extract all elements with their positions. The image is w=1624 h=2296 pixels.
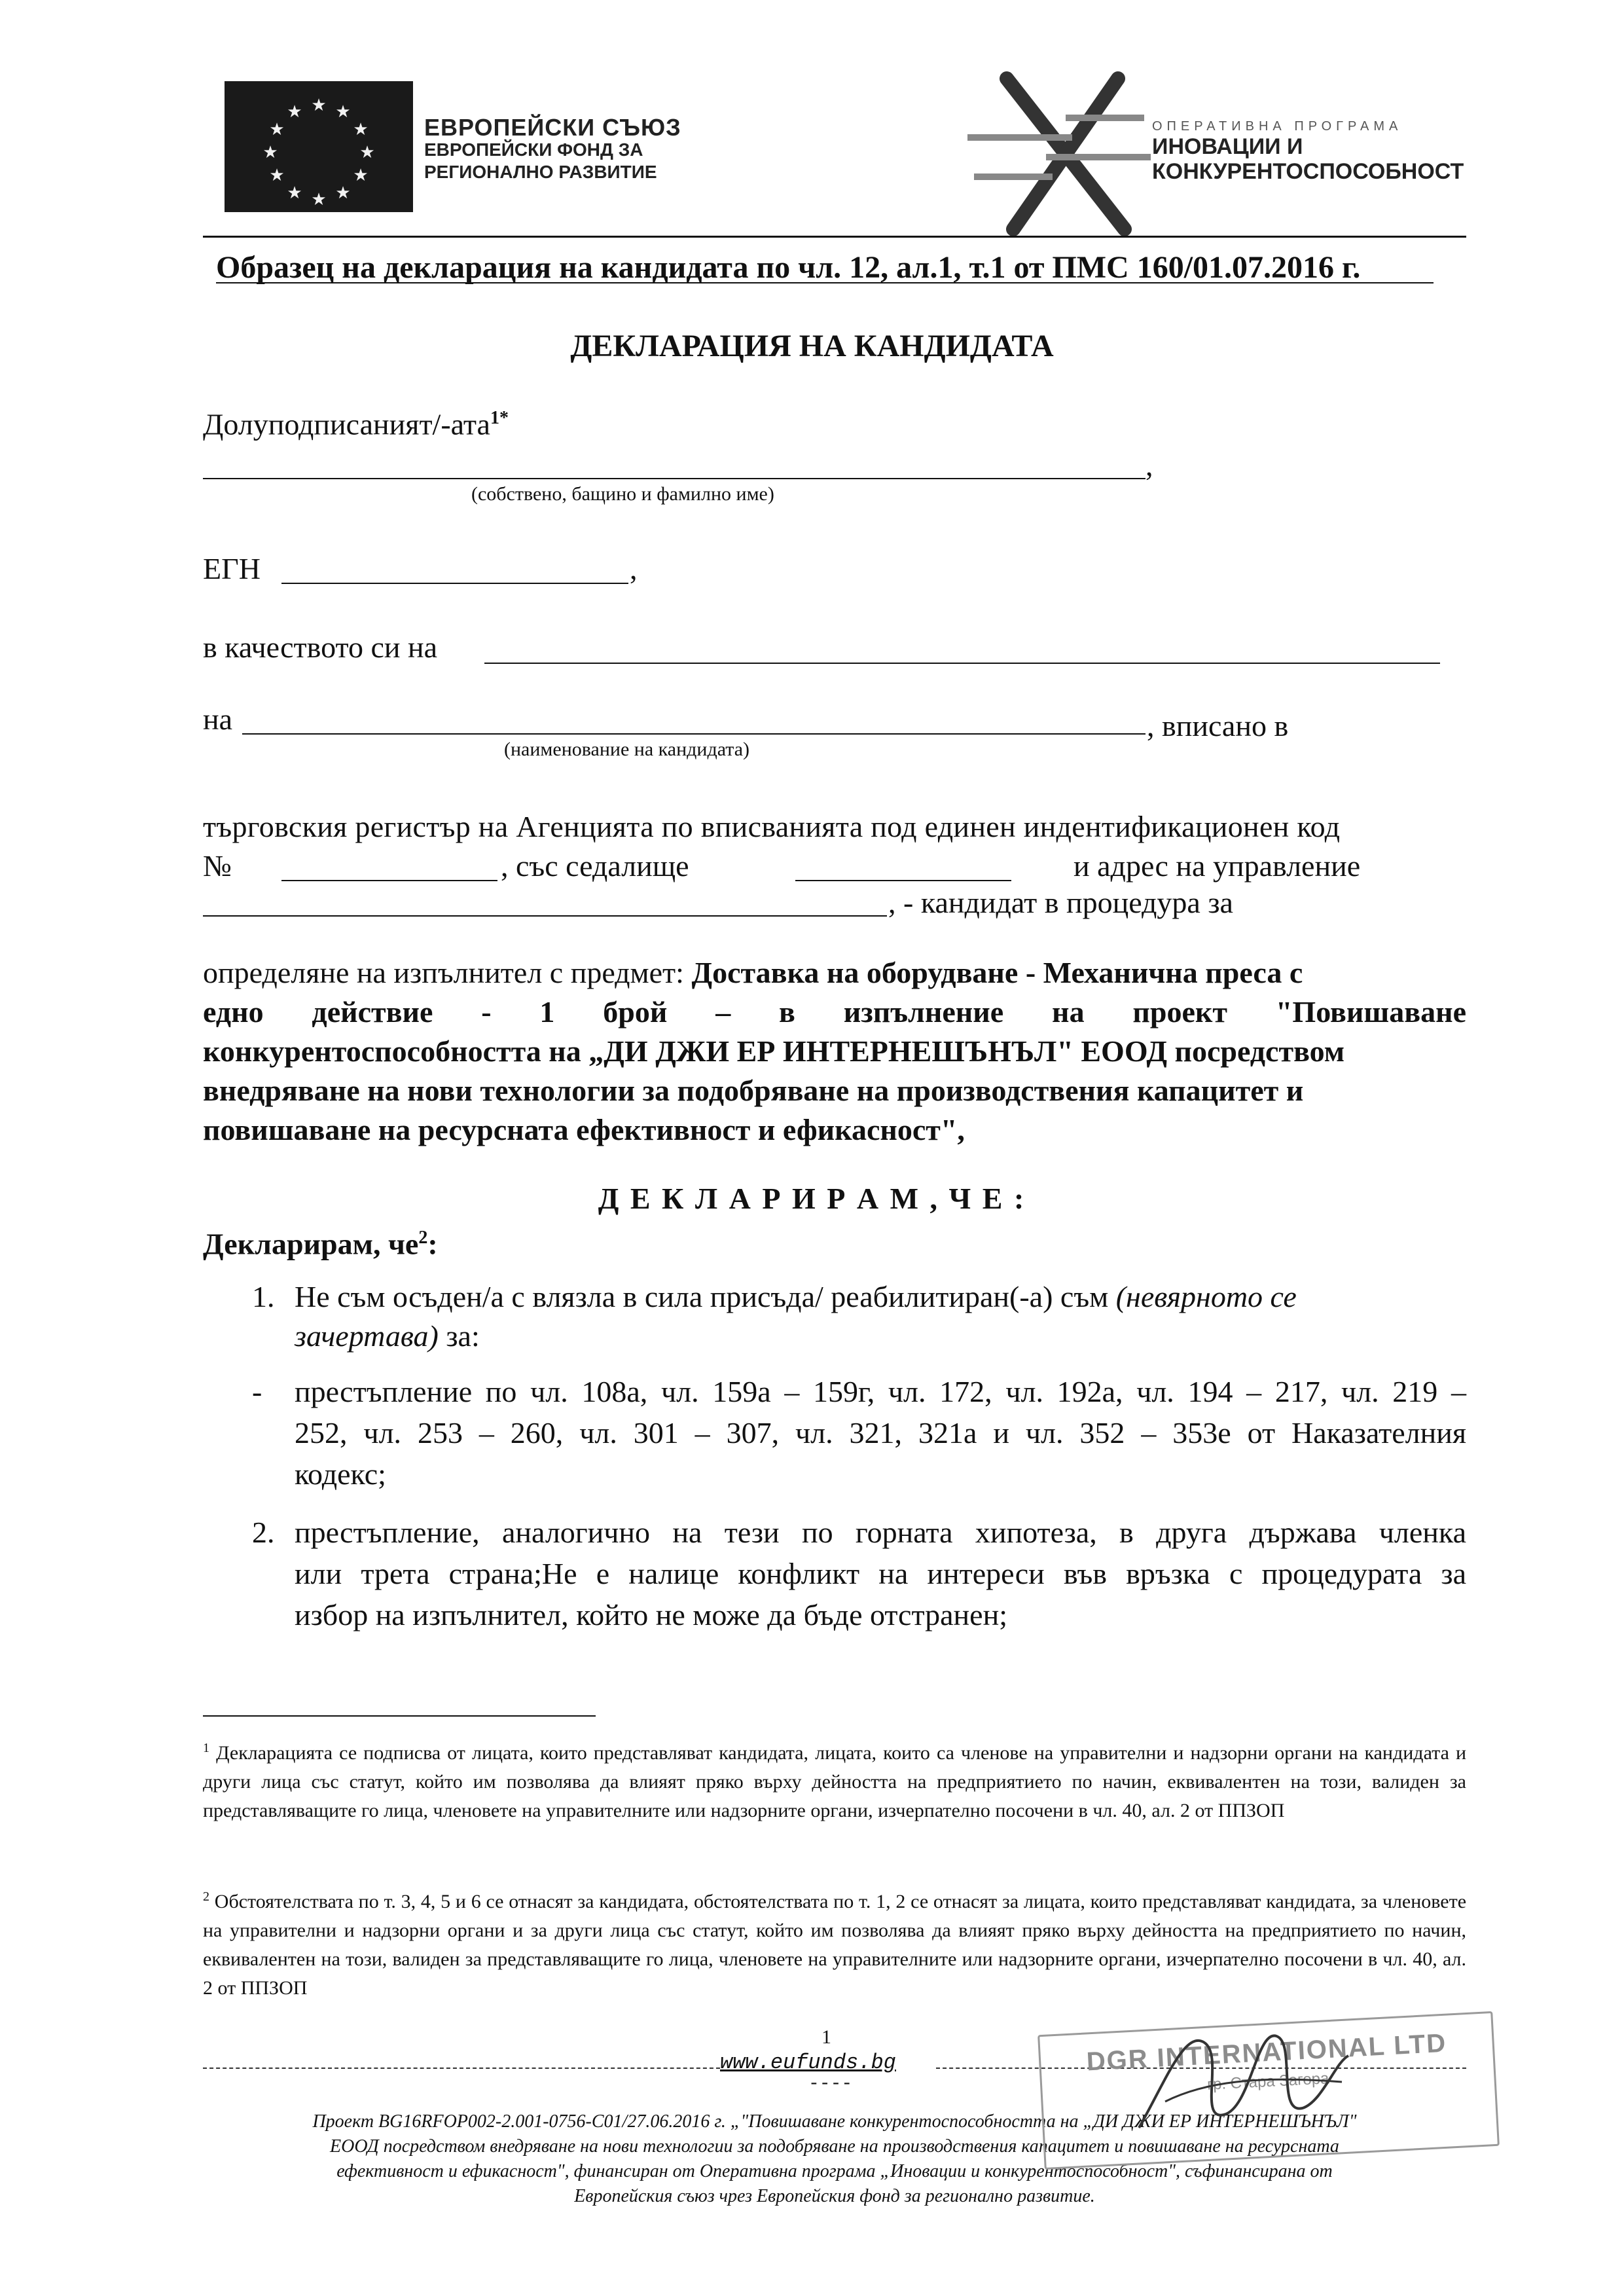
eu-stars-icon [225,81,413,212]
page-number: 1 [821,2026,831,2048]
item-dash-line-2: 252, чл. 253 – 260, чл. 301 – 307, чл. 321, 321а и чл. 352 – 353е от Наказателния [295,1416,1466,1449]
declare-heading: Д Е К Л А Р И Р А М , Ч Е : [598,1182,1026,1215]
reg-no-label: № [203,849,232,883]
company-hint: (наименование на кандидата) [504,738,750,760]
item-dash-line-3: кодекс; [295,1457,386,1491]
reg-no-input-line[interactable] [281,880,497,881]
footnote-separator [203,1715,596,1717]
egn-input-line[interactable] [281,583,628,584]
footnote-1-text: Декларацията се подписва от лицата, които представляват кандидата, лицата, които са членове на управителни и надзорни органи на кандидата и други лица със статут, който им позволява да влияят пряко върху дейността на предприятието по начин, еквивалентен на този, валиден за представляващите го лица, членовете на управителните или надзорните органи, изчерпателно посочени в чл. 40, ал. 2 от ППЗОП [203,1742,1467,1821]
op-logo-line2: ИНОВАЦИИ И [1152,134,1303,159]
reg-seat-input-line[interactable] [795,880,1011,881]
reg-candidate-text: , - кандидат в процедура за [888,886,1233,919]
subject-line-1 [203,953,1466,993]
svg-text:★: ★ [287,183,302,203]
subject-bold-5: повишаване на ресурсната ефективност и ефикасност", [203,1113,965,1146]
footnote-1-number: 1 [203,1741,209,1755]
subject-bold-3: конкурентоспособността на „ДИ ДЖИ ЕР ИНТЕРНЕШЪНЪЛ" ЕООД посредством [203,1034,1345,1068]
item-1-marker: 1. [252,1280,275,1313]
item-dash-marker: - [252,1375,262,1408]
svg-text:★: ★ [335,102,351,122]
eu-flag-icon [225,81,413,212]
eu-logo-line3: РЕГИОНАЛНО РАЗВИТИЕ [424,162,657,182]
page-title: ДЕКЛАРАЦИЯ НА КАНДИДАТА [570,329,1054,363]
svg-text:★: ★ [335,183,351,203]
footnote-2-text: Обстоятелствата по т. 3, 4, 5 и 6 се отнасят за кандидата, обстоятелствата по т. 1, 2 се отнасят за лицата, които представляват кандидата, за членовете на управителни и надзорни органи и за други лица със статут, който им позволява да влияят пряко върху дейността на предприятието по начин, еквивалентен на този, валиден за представляващите го лица, членовете на управителните или надзорните органи, изчерпателно посочени в чл. 40, ал. 2 от ППЗОП [203,1891,1467,1999]
stamp-line-1: DGR INTERNATIONAL LTD [1085,2028,1448,2077]
reg-address-label: и адрес на управление [1074,849,1361,883]
undersigned-label: Долуподписаният/-ата$^{1*}$ [203,407,509,441]
svg-text:★: ★ [311,190,327,210]
eu-logo-line2: ЕВРОПЕЙСКИ ФОНД ЗА [424,139,643,160]
item-2-line-2: или трета страна;Не е налице конфликт на интереси във връзка с процедурата за [295,1557,1466,1590]
op-logo-line1: ОПЕРАТИВНА ПРОГРАМА [1152,119,1403,134]
company-input-line[interactable] [242,733,1146,735]
subject-intro: определяне на изпълнител с предмет: [203,956,692,989]
svg-text:★: ★ [262,143,278,162]
op-x-logo-icon [961,65,1157,242]
footnote-1 [203,1734,1466,1825]
eu-logo-text [424,114,681,183]
website-link[interactable]: www.eufunds.bg [720,2050,896,2075]
name-input-line[interactable] [203,478,1146,479]
footer-text-1: Проект BG16RFOP002-2.001-0756-C01/27.06.2016 г. „"Повишаване конкурентоспособността на „ДИ ДЖИ ЕР ИНТЕРНЕШЪНЪЛ" [312,2111,1357,2132]
register-line-2 [203,846,1466,886]
svg-text:★: ★ [311,96,327,115]
svg-text:★: ★ [269,120,285,139]
register-line-1: търговския регистър на Агенцията по вписванията под единен индентификационен код [203,810,1341,843]
stamp-line-2: гр. Стара Загора [1206,2069,1330,2094]
capacity-label: в качеството си на [203,630,438,664]
sample-title-underline [216,282,1434,283]
op-logo-text [1152,119,1464,184]
on-label: на [203,702,233,736]
svg-text:★: ★ [353,120,369,139]
svg-text:★: ★ [287,102,302,122]
item-2-line-3: избор на изпълнител, който не може да бъде отстранен; [295,1598,1007,1631]
item-1-line-1: Не съм осъден/а с влязла в сила присъда/ реабилитиран(-а) съм (невярното се [295,1280,1297,1313]
declare-sub: Декларирам, $че^2$: [203,1227,438,1261]
item-2-marker: 2. [252,1516,275,1549]
svg-text:★: ★ [359,143,375,162]
footer-text-3: ефективност и ефикасност", финансиран от Оперативна програма „Иновации и конкурентоспособност", съфинансирана от [336,2161,1333,2181]
subject-bold-4: внедряване на нови технологии за подобряване на производствения капацитет и [203,1074,1304,1107]
svg-text:★: ★ [353,166,369,185]
footer-dash-left [203,2068,720,2069]
op-logo-line3: КОНКУРЕНТОСПОСОБНОСТ [1152,159,1464,184]
svg-text:★: ★ [269,166,285,185]
website-sub: ---- [808,2074,853,2094]
footer-text-4: Европейския съюз чрез Европейския фонд за регионално развитие. [574,2186,1095,2206]
eu-logo-line1: ЕВРОПЕЙСКИ СЪЮЗ [424,114,681,141]
capacity-input-line[interactable] [484,663,1440,664]
header-divider [203,236,1466,238]
item-dash-line-1: престъпление по чл. 108а, чл. 159а – 159г, чл. 172, чл. 192а, чл. 194 – 217, чл. 219 – [295,1375,1466,1408]
signature-icon [1126,2003,1362,2147]
item-2-line-1: престъпление, аналогично на тези по горната хипотеза, в друга държава членка [295,1516,1466,1549]
name-comma: , [1146,448,1153,482]
name-hint: (собствено, бащино и фамилно име) [471,483,774,505]
egn-comma: , [630,552,638,585]
reg-seat-label: , със седалище [501,849,689,883]
footer-text-2: ЕООД посредством внедряване на нови технологии за подобряване на производствения капацитет и повишаване на ресурсната [330,2136,1339,2157]
subject-bold-2: едно действие - 1 брой – в изпълнение на проект "Повишаване [203,995,1466,1029]
footnote-2 [203,1882,1466,2003]
egn-label: ЕГН [203,552,261,585]
sample-title: Образец на декларация на кандидата по чл. 12, ал.1, т.1 от ПМС 160/01.07.2016 г. [216,250,1361,285]
subject-bold-1: Доставка на оборудване - Механична преса с [691,956,1303,989]
registered-in-text: , вписано в [1147,709,1289,742]
footnote-2-number: 2 [203,1889,209,1904]
item-1-line-2: зачертава) за: [295,1319,480,1353]
reg-address-input-line[interactable] [203,915,887,917]
